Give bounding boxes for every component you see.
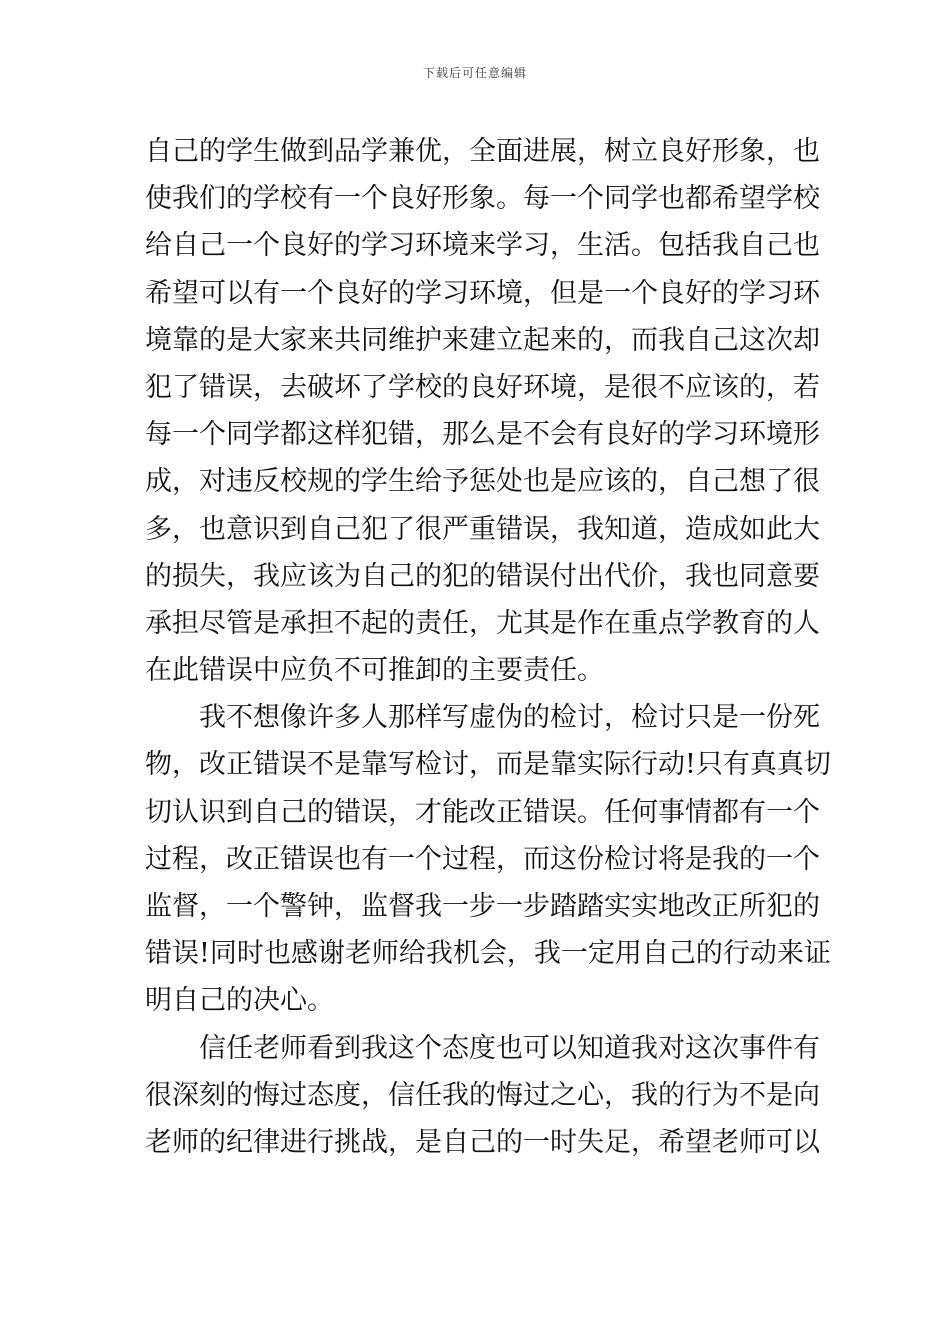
text-line: 很深刻的悔过态度，信任我的悔过之心，我的行为不是向	[145, 1079, 820, 1111]
text-line: 成，对违反校规的学生给予惩处也是应该的，自己想了很	[145, 466, 820, 498]
text-line: 老师的纪律进行挑战，是自己的一时失足，希望老师可以	[145, 1126, 820, 1158]
text-line: 境靠的是大家来共同维护来建立起来的，而我自己这次却	[145, 324, 820, 356]
text-line: 切认识到自己的错误，才能改正错误。任何事情都有一个	[145, 796, 820, 828]
text-line: 错误!同时也感谢老师给我机会，我一定用自己的行动来证	[145, 938, 831, 970]
text-line: 在此错误中应负不可推卸的主要责任。	[145, 655, 604, 687]
text-line: 自己的学生做到品学兼优，全面进展，树立良好形象，也	[145, 136, 820, 167]
text-line: 犯了错误，去破坏了学校的良好环境，是很不应该的，若	[145, 371, 820, 403]
text-line: 给自己一个良好的学习环境来学习，生活。包括我自己也	[145, 230, 820, 262]
text-line: 的损失，我应该为自己的犯的错误付出代价，我也同意要	[145, 560, 820, 592]
text-line: 我不想像许多人那样写虚伪的检讨，检讨只是一份死	[199, 702, 820, 734]
text-line: 过程，改正错误也有一个过程，而这份检讨将是我的一个	[145, 843, 820, 875]
text-line: 希望可以有一个良好的学习环境，但是一个良好的学习环	[145, 277, 820, 309]
text-line: 明自己的决心。	[145, 985, 334, 1017]
text-line: 多，也意识到自己犯了很严重错误，我知道，造成如此大	[145, 513, 820, 545]
text-line: 每一个同学都这样犯错，那么是不会有良好的学习环境形	[145, 419, 820, 451]
text-line: 监督，一个警钟，监督我一步一步踏踏实实地改正所犯的	[145, 891, 820, 922]
document-body	[145, 128, 831, 1166]
text-line: 使我们的学校有一个良好形象。每一个同学也都希望学校	[145, 183, 820, 215]
text-line: 信任老师看到我这个态度也可以知道我对这次事件有	[199, 1032, 820, 1064]
text-line: 承担尽管是承担不起的责任，尤其是作在重点学教育的人	[145, 607, 820, 639]
text-line: 物，改正错误不是靠写检讨，而是靠实际行动!只有真真切	[145, 749, 831, 781]
page-header: 下载后可任意编辑	[422, 66, 527, 80]
